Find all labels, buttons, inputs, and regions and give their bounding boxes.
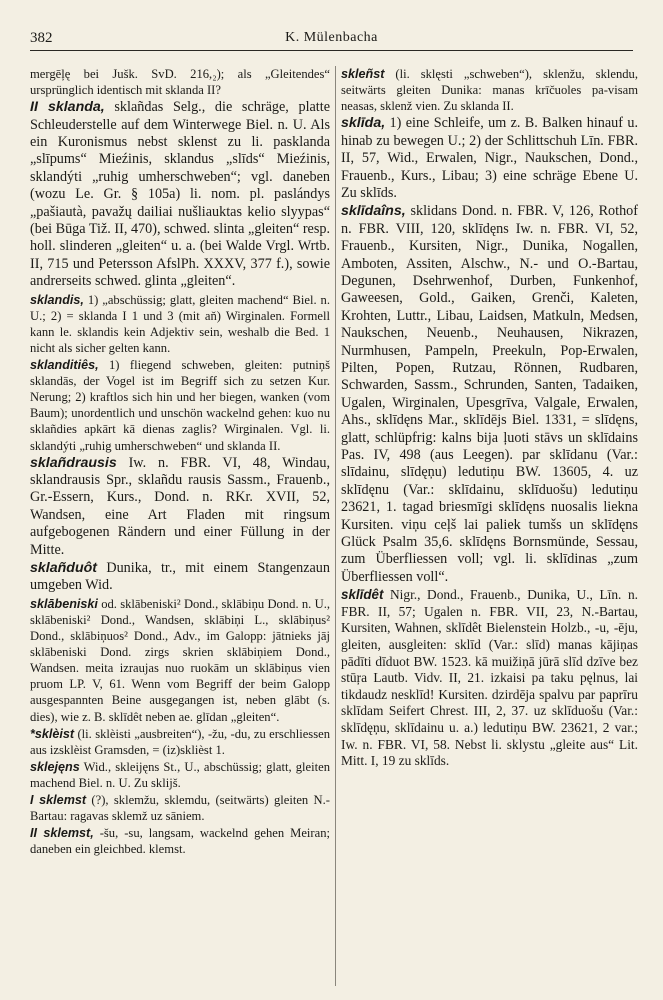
dictionary-entry <box>30 825 330 857</box>
dictionary-entry <box>30 560 330 595</box>
dictionary-entry <box>30 292 330 356</box>
dictionary-entry <box>30 455 330 559</box>
left-column <box>30 66 330 991</box>
entry-headword: II sklemst, <box>30 826 94 841</box>
page-header <box>30 30 633 51</box>
entry-text: sklidans Dond. n. FBR. V, 126, Rothof n. FBR. VIII, 120, sklīdęns Iw. n. FBR. VI, 52, Frauenb., Kursiten, Nigr., Dunika, Nogallen, Amboten, Assiten, Alschw., N.- und O.-Bartau, Degunen, Dsehrwenhof, Durben, Funkenhof, Gaweesen, Gold., Gaiken, Grenči, Kaleten, Krohten, Luttr., Libau, Laidsen, Matkuln, Medsen, Naukschen, Neuenb., Neuhausen, Nikrazen, Nurmhusen, Pampeln, Preekuln, Pop-Erwalen, Pilten, Popen, Rutzau, Rönnen, Rudbaren, Schwarden, Sassm., Schrunden, Santen, Tadaiken, Ugalen, Wirginalen, Upesgrīva, Valgale, Erwalen, Ahs., sklīdęns Mar., sklīdējs Biel. 1331, = slīdęns, glatt, schlüpfrig: kalns bija ļuoti stāvs un sklīdains Pas. IV, 498 (aus Leegen). par sklīdanu (Var.: slīdainu, slīdęņu) ledutiņu BW. 13605, 4. uz sklīdęnu (Var.: sklīdainu, sklīduošu) ledutiņu 23621, 1. tagad briesmīgi sklīdęns nuosalis liekna Kursiten. viņu ceļš lai paliek tumšs un sklīdęns Glück Psalm 35,6. sklīdęns Bornsmünde, Sessau, zum Überfliessen voll; vgl. li. sklīdinas „zum Überfliessen voll“. <box>341 203 638 585</box>
page-number: 382 <box>30 30 53 46</box>
entry-text: 1) fliegend schweben, gleiten: putniņš sklandās, der Vogel ist im Begriff sich zu setzen Kur. Nerung; 2) kraftlos sich hin und her biegen, wanken (vom Baum); unordentlich und unschön wackelnd gehen: kuo nu sklañdies apkārt kā dienas zaglis? Wirginalen. Vgl. li. sklandýti „ruhig umherschweben“ und sklanda II. <box>30 358 330 453</box>
entry-headword: sklīda, <box>341 115 386 132</box>
dictionary-entry <box>30 66 330 98</box>
running-title: K. Mülenbacha <box>285 30 378 45</box>
entry-text: od. sklābeniski² Dond., sklābiņu Dond. n. U., sklābeniski² Dond., Wandsen, sklābiņi L., sklābiņus² Dond., sklābiņuos² Dond., Adv., im Galopp: jātnieks jāj sklābeniski Dond. zirgs skrien sklābiņiem Dond., Wandsen. meita izraujas nuo ruokām un sklābiņus vien pruom LP. V, 61. Wenn vom Begriff der beim Galopp ausgespannten Beine ausgegangen ist, neben glābt (s. dies), wie z. B. sklīdêt neben ae. glīdan „gleiten“. <box>30 596 330 724</box>
dictionary-entry <box>341 203 638 586</box>
entry-text: 1) eine Schleife, um z. B. Balken hinauf u. hinab zu bewegen U.; 2) der Schlittschuh Līn. FBR. II, 57, Wid., Erwalen, Nigr., Naukschen, Dond., Frauenb., Kurs., Libau; 3) eine schräge Ebene U. Zu sklīds. <box>341 115 638 201</box>
entry-text: mergēļę bei Jušk. SvD. 216,₂); als „Gleitendes“ ursprünglich identisch mit sklanda II? <box>30 67 330 98</box>
entry-headword: I sklemst <box>30 792 87 807</box>
entry-headword: sklañduôt <box>30 560 98 577</box>
entry-headword: sklañdrausis <box>30 454 117 471</box>
entry-headword: II sklanda, <box>30 99 105 116</box>
entry-text: (?), sklemžu, sklemdu, (seitwärts) gleiten N.-Bartau: ragavas sklemž uz sāniem. <box>30 792 330 824</box>
dictionary-entry <box>30 792 330 824</box>
dictionary-entry <box>30 759 330 791</box>
entry-text: Iw. n. FBR. VI, 48, Windau, sklandrausis Spr., sklañdu rausis Sassm., Frauenb., Gr.-Essern, Kurs., Dond. n. RKr. XVII, 52, Wandsen, eine Art Fladen mit ringsum aufgebogenen Rändern und einer Füllung in der Mitte. <box>30 454 330 558</box>
entry-headword: sklejęns <box>30 759 80 774</box>
dictionary-entry <box>30 596 330 725</box>
dictionary-entry <box>341 115 638 202</box>
entry-text: 1) „abschüssig; glatt, gleiten machend“ Biel. n. U.; 2) = sklanda I 1 und 3 (mit aň) Wirginalen. Formell kann le. sklandis kein Adjektiv sein, weshalb die Bed. 1 nicht als sicher gelten kann. <box>30 292 330 355</box>
entry-headword: sklīdaîns, <box>341 203 406 220</box>
dictionary-entry <box>30 99 330 290</box>
entry-headword: skleñst <box>341 67 385 81</box>
column-divider <box>335 66 336 986</box>
entry-headword: sklābeniski <box>30 596 98 611</box>
entry-text: (li. sklęsti „schweben“), sklenžu, sklendu, seitwärts gleiten Dunika: manas krīčuoles pa-visam neasas, sklenž vien. Zu sklanda II. <box>341 67 638 114</box>
entry-text: (li. sklèisti „ausbreiten“), -žu, -du, zu erschliessen aus izsklèist Gramsden, = (iz)sklièst 1. <box>30 726 330 757</box>
dictionary-entry <box>30 726 330 758</box>
entry-text: Wid., skleijęns St., U., abschüssig; glatt, gleiten machend Biel. n. U. Zu sklijš. <box>30 759 330 790</box>
dictionary-entry <box>341 66 638 114</box>
dictionary-entry <box>341 587 638 770</box>
entry-headword: sklīdêt <box>341 587 384 603</box>
entry-text: -šu, -su, langsam, wackelnd gehen Meiran; daneben ein gleichbed. klemst. <box>30 826 330 857</box>
entry-text: Dunika, tr., mit einem Stangenzaun umgeben Wid. <box>30 560 330 594</box>
entry-text: Nigr., Dond., Frauenb., Dunika, U., Līn. n. FBR. II, 57; Ugalen n. FBR. VII, 23, N.-Bartau, Kursiten, Wahnen, sklīdêt Bielenstein Holzb., -u, -ēju, gleiten, ausgleiten: sklīd (Var.: slīd) manas kājiņas pādīti dīduot BW. 1523. kā muižiņā jūrā slīd dzīve bez stūŗa Lautb. Vidv. II, 21. izkaisi pa taku pęlnus, lai tikdaudz nesklīd! Kursiten. dzirdēja spalvu par paprīru sklīdam Seifert Chrest. III, 2, 37. uz sklīduošu (Var.: sklīdęņu, sklīdainu u. a.) ledutiņu BW. 23621, 2 var.; Iw. n. FBR. VI, 58. Nebst li. sklystu „gleite aus“ Lit. Mitt. I, 19 zu sklīds. <box>341 587 638 769</box>
entry-headword: *sklèist <box>30 726 75 741</box>
dictionary-entry <box>30 357 330 454</box>
entry-text: sklañdas Selg., die schräge, platte Schleuderstelle auf dem Winterwege Biel. n. U. Als ein Kuronismus nebst sklenst zu li. pasklanda „slīpums“ Mieźinis, sklandus „slīds“ Mieźinis, sklandýti „ruhig umherschweben“; vgl. daneben (wozu Le. Gr. § 105a) li. nom. pl. paslándys „pašiautà, pavažų dailiai nušliauktas kelio slyypas“ (bei Būga Tiž. II, 470), schwed. slinta „gleiten“ resp. holl. slinderen „gleiten“ u. a. (bei Walde Vrgl. Wrtb. II, 715 und Petersson AfslPh. XXXV, 377 f.), sowie andrerseits schwed. glinta „gleiten“. <box>30 99 330 290</box>
right-column <box>341 66 638 991</box>
entry-headword: sklandis, <box>30 292 84 307</box>
entry-headword: sklanditiês, <box>30 358 99 373</box>
